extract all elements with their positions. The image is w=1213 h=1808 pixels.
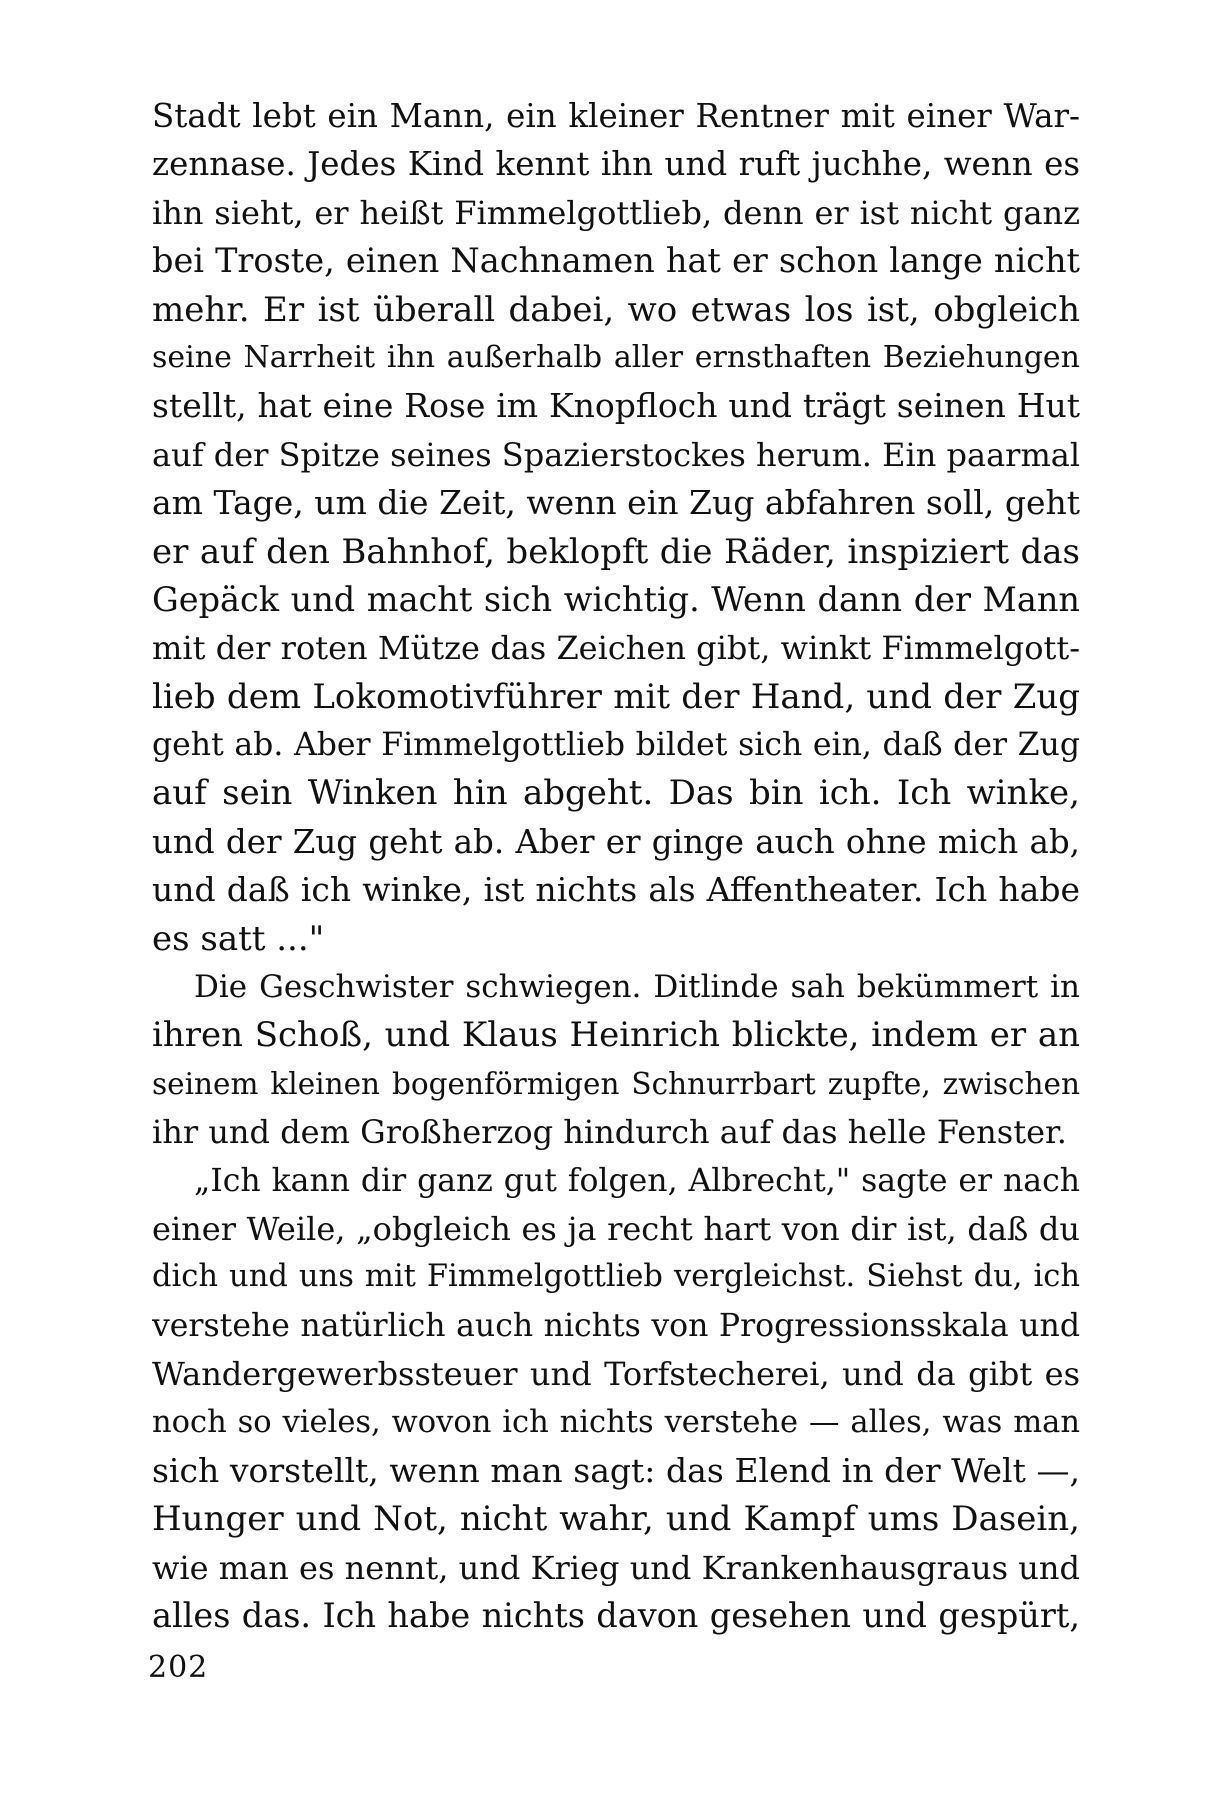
text-line: einer Weile, „obgleich es ja recht hart von dir ist, daß du	[152, 1209, 1080, 1248]
text-line: Wandergewerbssteuer und Torfstecherei, und da gibt es	[152, 1355, 1080, 1394]
text-line: sich vorstellt, wenn man sagt: das Elend in der Welt —,	[152, 1450, 1080, 1490]
text-line: er auf den Bahnhof, beklopft die Räder, inspiziert das	[152, 531, 1080, 572]
text-line: Hunger und Not, nicht wahr, und Kampf ums Dasein,	[152, 1499, 1080, 1540]
text-line: bei Troste, einen Nachnamen hat er schon lange nicht	[152, 241, 1080, 281]
text-line: Die Geschwister schwiegen. Ditlinde sah bekümmert in	[194, 969, 1080, 1006]
text-line: ihren Schoß, und Klaus Heinrich blickte, indem er an	[152, 1015, 1080, 1056]
text-line: und der Zug geht ab. Aber er ginge auch ohne mich ab,	[152, 822, 1080, 861]
text-line: noch so vieles, wovon ich nichts verstehe — alles, was man	[152, 1404, 1080, 1440]
text-line: und daß ich winke, ist nichts als Affentheater. Ich habe	[152, 870, 1080, 910]
text-line: ihn sieht, er heißt Fimmelgottlieb, denn er ist nicht ganz	[152, 193, 1080, 232]
text-line: es satt ..."	[152, 918, 325, 959]
text-line: seine Narrheit ihn außerhalb aller ernsthaften Beziehungen	[152, 339, 1080, 375]
page-number: 202	[148, 1650, 209, 1685]
text-line: am Tage, um die Zeit, wenn ein Zug abfahren soll, geht	[152, 483, 1080, 523]
text-line: zennase. Jedes Kind kennt ihn und ruft juchhe, wenn es	[152, 145, 1080, 184]
text-line: wie man es nennt, und Krieg und Krankenhausgraus und	[152, 1548, 1080, 1587]
text-line: geht ab. Aber Fimmelgottlieb bildet sich ein, daß der Zug	[152, 727, 1080, 764]
text-line: „Ich kann dir ganz gut folgen, Albrecht," sagte er nach	[194, 1162, 1080, 1199]
text-line: mit der roten Mütze das Zeichen gibt, winkt Fimmelgott-	[152, 629, 1080, 668]
text-line: seinem kleinen bogenförmigen Schnurrbart zupfte, zwischen	[152, 1066, 1080, 1101]
body-text	[152, 92, 1080, 1641]
text-line: stellt, hat eine Rose im Knopfloch und trägt seinen Hut	[152, 386, 1080, 426]
text-line: mehr. Er ist überall dabei, wo etwas los ist, obgleich	[152, 289, 1080, 330]
text-line: lieb dem Lokomotivführer mit der Hand, und der Zug	[152, 676, 1080, 717]
text-line: dich und uns mit Fimmelgottlieb vergleichst. Siehst du, ich	[152, 1259, 1080, 1295]
text-line: Stadt lebt ein Mann, ein kleiner Rentner mit einer War-	[152, 97, 1080, 135]
text-line: verstehe natürlich auch nichts von Progressionsskala und	[152, 1307, 1080, 1344]
text-line: alles das. Ich habe nichts davon gesehen und gespürt,	[152, 1596, 1080, 1636]
text-line: auf der Spitze seines Spazierstockes herum. Ein paarmal	[152, 435, 1080, 474]
text-line: Gepäck und macht sich wichtig. Wenn dann der Mann	[152, 579, 1080, 619]
text-line: ihr und dem Großherzog hindurch auf das helle Fenster.	[152, 1113, 1067, 1152]
text-line: auf sein Winken hin abgeht. Das bin ich. Ich winke,	[152, 773, 1080, 814]
